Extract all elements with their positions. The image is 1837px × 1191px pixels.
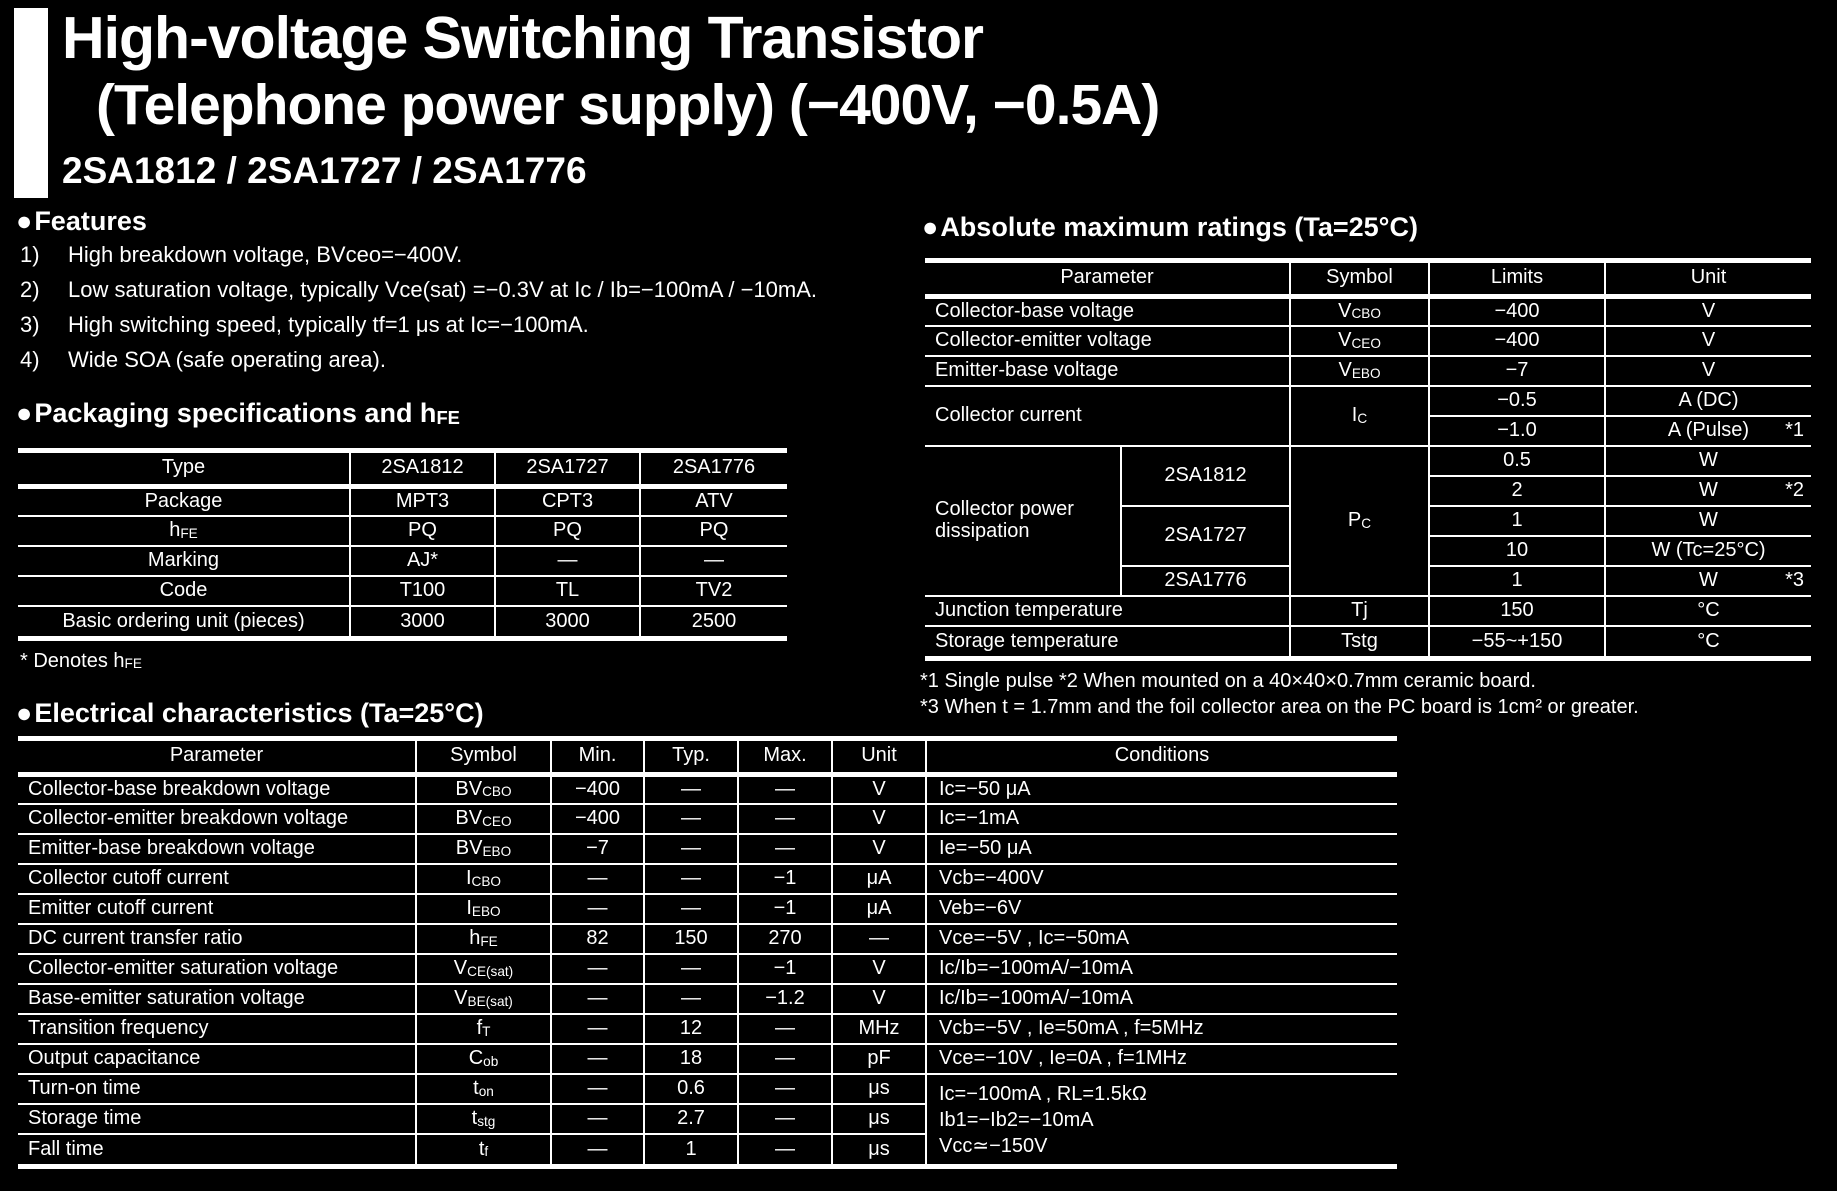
table-cell: Storage time xyxy=(18,1104,416,1134)
text-span: h xyxy=(169,519,181,542)
table-cell: Collector-emitter breakdown voltage xyxy=(18,804,416,834)
table-cell: Emitter cutoff current xyxy=(18,894,416,924)
element xyxy=(18,453,787,636)
table-cell: Parameter xyxy=(18,741,416,774)
text-span: BV xyxy=(455,777,483,800)
table-cell: — xyxy=(644,954,738,984)
table-cell xyxy=(1605,506,1811,536)
table-cell: −400 xyxy=(1429,296,1605,326)
text-span: f xyxy=(476,1017,483,1040)
packaging-heading xyxy=(16,398,460,429)
table-cell: DC current transfer ratio xyxy=(18,924,416,954)
part-numbers: 2SA1812 / 2SA1727 / 2SA1776 xyxy=(62,150,587,191)
table-cell: — xyxy=(551,984,644,1014)
table-cell: MHz xyxy=(832,1014,926,1044)
table-cell: 2 xyxy=(1429,476,1605,506)
packaging-row-package xyxy=(18,486,787,516)
text-span: Basic ordering unit (pieces) xyxy=(62,609,305,632)
table-cell: ATV xyxy=(640,486,787,516)
text-span: T xyxy=(482,1023,491,1039)
table-cell xyxy=(1605,536,1811,566)
text-span: I xyxy=(1351,404,1358,427)
abs-max-table-wrap xyxy=(925,258,1811,661)
table-cell: — xyxy=(551,1134,644,1164)
abs-row-tj xyxy=(925,596,1811,626)
ec-row-bvcbo xyxy=(18,774,1397,804)
table-cell: — xyxy=(738,1044,832,1074)
footnote-mark: *2 xyxy=(1785,479,1804,502)
table-cell: 2SA1727 xyxy=(1121,506,1290,566)
feature-text: Wide SOA (safe operating area). xyxy=(68,347,386,372)
table-cell: V xyxy=(832,774,926,804)
table-cell: — xyxy=(495,546,640,576)
text-span: ob xyxy=(483,1053,499,1069)
table-cell: — xyxy=(738,774,832,804)
text-span: I xyxy=(466,897,472,920)
table-cell: Collector-emitter voltage xyxy=(925,326,1290,356)
abs-max-table xyxy=(925,263,1811,656)
cell-label xyxy=(18,576,350,606)
table-cell: — xyxy=(738,1074,832,1104)
table-cell: −1.2 xyxy=(738,984,832,1014)
abs-max-header-row xyxy=(925,263,1811,296)
table-cell: Vce=−5V , Ic=−50mA xyxy=(926,924,1397,954)
table-cell: Collector-base breakdown voltage xyxy=(18,774,416,804)
ec-row-iebo xyxy=(18,894,1397,924)
features-list xyxy=(20,242,817,382)
table-cell: 10 xyxy=(1429,536,1605,566)
table-cell: Unit xyxy=(1605,263,1811,296)
abs-row-ic-dc xyxy=(925,386,1811,416)
ec-row-icbo xyxy=(18,864,1397,894)
element xyxy=(18,741,1397,1164)
abs-max-footnotes xyxy=(920,668,1639,720)
text-span: Absolute maximum ratings (Ta=25°C) xyxy=(940,212,1418,242)
table-cell: 18 xyxy=(644,1044,738,1074)
table-cell: −400 xyxy=(551,804,644,834)
bullet-icon: ● xyxy=(922,212,939,242)
table-cell xyxy=(1290,356,1429,386)
table-cell: Ic=−1mA xyxy=(926,804,1397,834)
table-cell: μs xyxy=(832,1104,926,1134)
table-cell: Fall time xyxy=(18,1134,416,1164)
text-span: P xyxy=(1347,509,1362,532)
table-cell: — xyxy=(644,834,738,864)
table-cell: Parameter xyxy=(925,263,1290,296)
table-cell xyxy=(1290,626,1429,656)
table-cell: V xyxy=(832,804,926,834)
text-span: W xyxy=(1699,449,1718,472)
cell-label xyxy=(18,546,350,576)
cell-type-label xyxy=(18,453,350,486)
table-cell: 2500 xyxy=(640,606,787,636)
text-span: on xyxy=(478,1083,494,1099)
ec-row-hfe xyxy=(18,924,1397,954)
table-cell xyxy=(1290,386,1429,446)
text-span: t xyxy=(473,1077,479,1100)
cell-type-3: 2SA1776 xyxy=(640,453,787,486)
text-span: V xyxy=(454,987,468,1010)
table-cell: Collector current xyxy=(925,386,1290,446)
table-cell: Collector power dissipation xyxy=(925,446,1121,596)
table-cell: −1 xyxy=(738,954,832,984)
text-span: FE xyxy=(124,656,142,672)
text-span: CEO xyxy=(1351,335,1381,351)
table-cell: — xyxy=(738,1014,832,1044)
table-cell xyxy=(1290,326,1429,356)
table-cell: — xyxy=(551,864,644,894)
table-cell: TL xyxy=(495,576,640,606)
table-cell: 270 xyxy=(738,924,832,954)
table-cell: Max. xyxy=(738,741,832,774)
table-cell: 1 xyxy=(1429,566,1605,596)
text-block: Ic=−100mA , RL=1.5kΩ xyxy=(939,1082,1147,1105)
table-cell xyxy=(1290,296,1429,326)
table-cell: — xyxy=(738,1104,832,1134)
table-cell: — xyxy=(832,924,926,954)
text-span: * xyxy=(20,650,28,672)
features-heading xyxy=(16,206,147,237)
table-cell: 0.5 xyxy=(1429,446,1605,476)
table-cell xyxy=(1605,566,1811,596)
packaging-footnote xyxy=(20,650,142,673)
table-cell: Veb=−6V xyxy=(926,894,1397,924)
ec-row-bvebo xyxy=(18,834,1397,864)
electrical-table-wrap xyxy=(18,736,1397,1169)
text-span: f xyxy=(484,1144,489,1160)
text-span: t xyxy=(478,1137,485,1160)
table-cell: μA xyxy=(832,894,926,924)
table-cell: MPT3 xyxy=(350,486,495,516)
table-cell xyxy=(416,894,551,924)
table-cell: Collector-emitter saturation voltage xyxy=(18,954,416,984)
table-cell: Unit xyxy=(832,741,926,774)
table-cell xyxy=(416,1014,551,1044)
feature-number: 4) xyxy=(20,347,40,372)
table-cell xyxy=(1290,446,1429,596)
table-cell: −1.0 xyxy=(1429,416,1605,446)
table-cell: 3000 xyxy=(495,606,640,636)
feature-item xyxy=(20,242,817,277)
table-cell: — xyxy=(644,984,738,1014)
table-cell: PQ xyxy=(640,516,787,546)
table-cell: Vcb=−400V xyxy=(926,864,1397,894)
abs-row-vceo xyxy=(925,326,1811,356)
text-span: Package xyxy=(144,489,223,512)
text-span: C xyxy=(1357,410,1368,426)
table-cell: μs xyxy=(832,1134,926,1164)
table-cell xyxy=(416,924,551,954)
table-cell: 1 xyxy=(644,1134,738,1164)
text-span: V xyxy=(1338,299,1352,322)
abs-row-tstg xyxy=(925,626,1811,656)
feature-number: 2) xyxy=(20,277,40,302)
table-cell: pF xyxy=(832,1044,926,1074)
text-span: Denotes h xyxy=(33,650,125,672)
text-span: C xyxy=(1361,515,1372,531)
text-span: CEO xyxy=(482,813,512,829)
table-cell xyxy=(416,774,551,804)
table-cell: Output capacitance xyxy=(18,1044,416,1074)
table-cell: 2.7 xyxy=(644,1104,738,1134)
packaging-row-code xyxy=(18,576,787,606)
ec-row-bvceo xyxy=(18,804,1397,834)
table-cell: — xyxy=(551,1014,644,1044)
text-span: Marking xyxy=(147,549,220,572)
table-cell: Junction temperature xyxy=(925,596,1290,626)
table-cell: — xyxy=(551,1044,644,1074)
table-cell: V xyxy=(832,984,926,1014)
text-span: W (Tc=25°C) xyxy=(1651,539,1766,562)
table-cell xyxy=(1605,386,1811,416)
feature-item xyxy=(20,347,817,382)
ec-row-vcesat xyxy=(18,954,1397,984)
text-span: CBO xyxy=(482,784,512,800)
table-cell: Emitter-base breakdown voltage xyxy=(18,834,416,864)
text-span: V xyxy=(453,957,468,980)
table-cell: TV2 xyxy=(640,576,787,606)
table-cell: V xyxy=(832,834,926,864)
cell-type-1: 2SA1812 xyxy=(350,453,495,486)
table-cell: CPT3 xyxy=(495,486,640,516)
table-cell: −1 xyxy=(738,894,832,924)
text-span: W xyxy=(1699,569,1718,592)
table-cell: — xyxy=(644,894,738,924)
cell-label xyxy=(18,486,350,516)
table-cell: 150 xyxy=(644,924,738,954)
table-cell: — xyxy=(551,894,644,924)
feature-text: High breakdown voltage, BVceo=−400V. xyxy=(68,242,463,267)
text-span: V xyxy=(1338,329,1352,352)
table-cell: Ic/Ib=−100mA/−10mA xyxy=(926,954,1397,984)
table-cell: — xyxy=(551,1104,644,1134)
footnote-mark: *1 xyxy=(1785,419,1804,442)
feature-text: Low saturation voltage, typically Vce(sat) =−0.3V at Ic / Ib=−100mA / −10mA. xyxy=(68,277,818,302)
table-cell: AJ* xyxy=(350,546,495,576)
electrical-table xyxy=(18,741,1397,1164)
table-cell: μA xyxy=(832,864,926,894)
text-span: BE(sat) xyxy=(467,993,513,1009)
text-span: EBO xyxy=(1351,365,1381,381)
text-span: Tstg xyxy=(1341,629,1378,652)
text-span: FE xyxy=(436,406,460,428)
features-heading-label: Features xyxy=(34,206,147,236)
text-span: A (DC) xyxy=(1678,389,1739,412)
text-span: EBO xyxy=(482,843,512,859)
text-span: Type xyxy=(161,456,206,479)
text-span: h xyxy=(469,927,481,950)
table-cell: −55~+150 xyxy=(1429,626,1605,656)
cell-type-2: 2SA1727 xyxy=(495,453,640,486)
table-cell: Limits xyxy=(1429,263,1605,296)
table-cell: Ie=−50 μA xyxy=(926,834,1397,864)
table-cell xyxy=(416,834,551,864)
feature-number: 3) xyxy=(20,312,40,337)
table-cell: 0.6 xyxy=(644,1074,738,1104)
table-cell: Transition frequency xyxy=(18,1014,416,1044)
packaging-header-row xyxy=(18,453,787,486)
packaging-row-ordering-unit xyxy=(18,606,787,636)
table-cell: Vcb=−5V , Ie=50mA , f=5MHz xyxy=(926,1014,1397,1044)
page-subtitle: (Telephone power supply) (−400V, −0.5A) xyxy=(96,73,1160,137)
text-span: A (Pulse) xyxy=(1667,419,1750,442)
electrical-heading xyxy=(16,698,484,729)
table-cell: Conditions xyxy=(926,741,1397,774)
text-block: Vcc≃−150V xyxy=(939,1134,1048,1157)
bullet-icon: ● xyxy=(16,206,33,236)
table-cell: Vce=−10V , Ie=0A , f=1MHz xyxy=(926,1044,1397,1074)
table-cell: Emitter-base voltage xyxy=(925,356,1290,386)
table-cell xyxy=(1290,596,1429,626)
table-cell: — xyxy=(644,864,738,894)
text-span: CBO xyxy=(1351,306,1381,322)
packaging-table xyxy=(18,453,787,636)
ec-row-ton xyxy=(18,1074,1397,1104)
table-cell: μs xyxy=(832,1074,926,1104)
table-cell: −7 xyxy=(1429,356,1605,386)
table-cell: −400 xyxy=(1429,326,1605,356)
text-block: Ib1=−Ib2=−10mA xyxy=(939,1108,1094,1131)
table-cell: Turn-on time xyxy=(18,1074,416,1104)
table-cell: 3000 xyxy=(350,606,495,636)
table-cell: — xyxy=(738,1134,832,1164)
table-cell: — xyxy=(738,834,832,864)
element xyxy=(925,263,1811,656)
text-span: BV xyxy=(455,837,483,860)
text-span: W xyxy=(1699,479,1718,502)
table-cell: Storage temperature xyxy=(925,626,1290,656)
table-cell: −0.5 xyxy=(1429,386,1605,416)
feature-text: High switching speed, typically tf=1 μs at Ic=−100mA. xyxy=(68,312,589,337)
text-span: FE xyxy=(180,525,198,541)
text-span: CE(sat) xyxy=(467,963,514,979)
packaging-row-marking xyxy=(18,546,787,576)
table-cell xyxy=(416,984,551,1014)
abs-max-footnote-1: *1 Single pulse *2 When mounted on a 40×40×0.7mm ceramic board. xyxy=(920,670,1536,692)
feature-number: 1) xyxy=(20,242,40,267)
page-title: High-voltage Switching Transistor xyxy=(62,5,983,71)
text-span: Packaging specifications and h xyxy=(34,398,437,428)
packaging-row-hfe xyxy=(18,516,787,546)
text-span: Electrical characteristics (Ta=25°C) xyxy=(34,698,484,728)
table-cell: 1 xyxy=(1429,506,1605,536)
table-cell: Collector cutoff current xyxy=(18,864,416,894)
table-cell: 150 xyxy=(1429,596,1605,626)
feature-item xyxy=(20,277,817,312)
text-span: FE xyxy=(480,933,498,949)
table-cell: 2SA1812 xyxy=(1121,446,1290,506)
packaging-table-wrap xyxy=(18,448,787,641)
table-cell xyxy=(1605,416,1811,446)
bullet-icon: ● xyxy=(16,398,33,428)
table-cell: — xyxy=(551,954,644,984)
text-span: t xyxy=(471,1107,478,1130)
text-span: C xyxy=(468,1047,484,1070)
table-cell xyxy=(416,1104,551,1134)
table-cell: — xyxy=(644,774,738,804)
table-cell: Ic=−50 μA xyxy=(926,774,1397,804)
table-cell xyxy=(416,864,551,894)
cell-label xyxy=(18,606,350,636)
table-cell xyxy=(416,1044,551,1074)
table-cell xyxy=(416,954,551,984)
table-cell: Base-emitter saturation voltage xyxy=(18,984,416,1014)
text-span: BV xyxy=(455,807,483,830)
table-cell xyxy=(416,1134,551,1164)
table-cell: −7 xyxy=(551,834,644,864)
table-cell: 12 xyxy=(644,1014,738,1044)
table-cell: V xyxy=(832,954,926,984)
table-cell: Min. xyxy=(551,741,644,774)
table-cell: °C xyxy=(1605,626,1811,656)
abs-row-vcbo xyxy=(925,296,1811,326)
table-cell: Symbol xyxy=(1290,263,1429,296)
table-cell: °C xyxy=(1605,596,1811,626)
table-cell: V xyxy=(1605,356,1811,386)
table-cell: −1 xyxy=(738,864,832,894)
table-cell: — xyxy=(551,1074,644,1104)
abs-max-footnote-2: *3 When t = 1.7mm and the foil collector area on the PC board is 1cm² or greater. xyxy=(920,696,1639,718)
ec-row-cob xyxy=(18,1044,1397,1074)
feature-item xyxy=(20,312,817,347)
abs-max-heading xyxy=(922,212,1418,243)
text-span: EBO xyxy=(471,903,501,919)
ec-row-vbesat xyxy=(18,984,1397,1014)
electrical-header-row xyxy=(18,741,1397,774)
ec-row-ft xyxy=(18,1014,1397,1044)
bullet-icon: ● xyxy=(16,698,33,728)
table-cell: V xyxy=(1605,296,1811,326)
table-cell xyxy=(416,1074,551,1104)
switching-conditions-cell xyxy=(926,1074,1397,1164)
table-cell: — xyxy=(644,804,738,834)
abs-row-pc-1812a xyxy=(925,446,1811,476)
title-accent-bar xyxy=(14,8,48,198)
table-cell xyxy=(1605,446,1811,476)
text-span: Tj xyxy=(1351,599,1368,622)
table-cell: PQ xyxy=(495,516,640,546)
table-cell: V xyxy=(1605,326,1811,356)
table-cell: Ic/Ib=−100mA/−10mA xyxy=(926,984,1397,1014)
abs-row-vebo xyxy=(925,356,1811,386)
text-span: W xyxy=(1699,509,1718,532)
text-span: Code xyxy=(159,579,208,602)
table-cell: Collector-base voltage xyxy=(925,296,1290,326)
table-cell xyxy=(1605,476,1811,506)
table-cell: Typ. xyxy=(644,741,738,774)
table-cell: T100 xyxy=(350,576,495,606)
table-cell: — xyxy=(738,804,832,834)
text-span: V xyxy=(1338,359,1352,382)
cell-label xyxy=(18,516,350,546)
table-cell: −400 xyxy=(551,774,644,804)
table-cell: PQ xyxy=(350,516,495,546)
text-span: I xyxy=(465,867,472,890)
table-cell: Symbol xyxy=(416,741,551,774)
table-cell: — xyxy=(640,546,787,576)
text-span: CBO xyxy=(471,873,502,889)
footnote-mark: *3 xyxy=(1785,569,1804,592)
table-cell: 82 xyxy=(551,924,644,954)
table-cell: 2SA1776 xyxy=(1121,566,1290,596)
text-span: stg xyxy=(477,1113,496,1129)
table-cell xyxy=(416,804,551,834)
